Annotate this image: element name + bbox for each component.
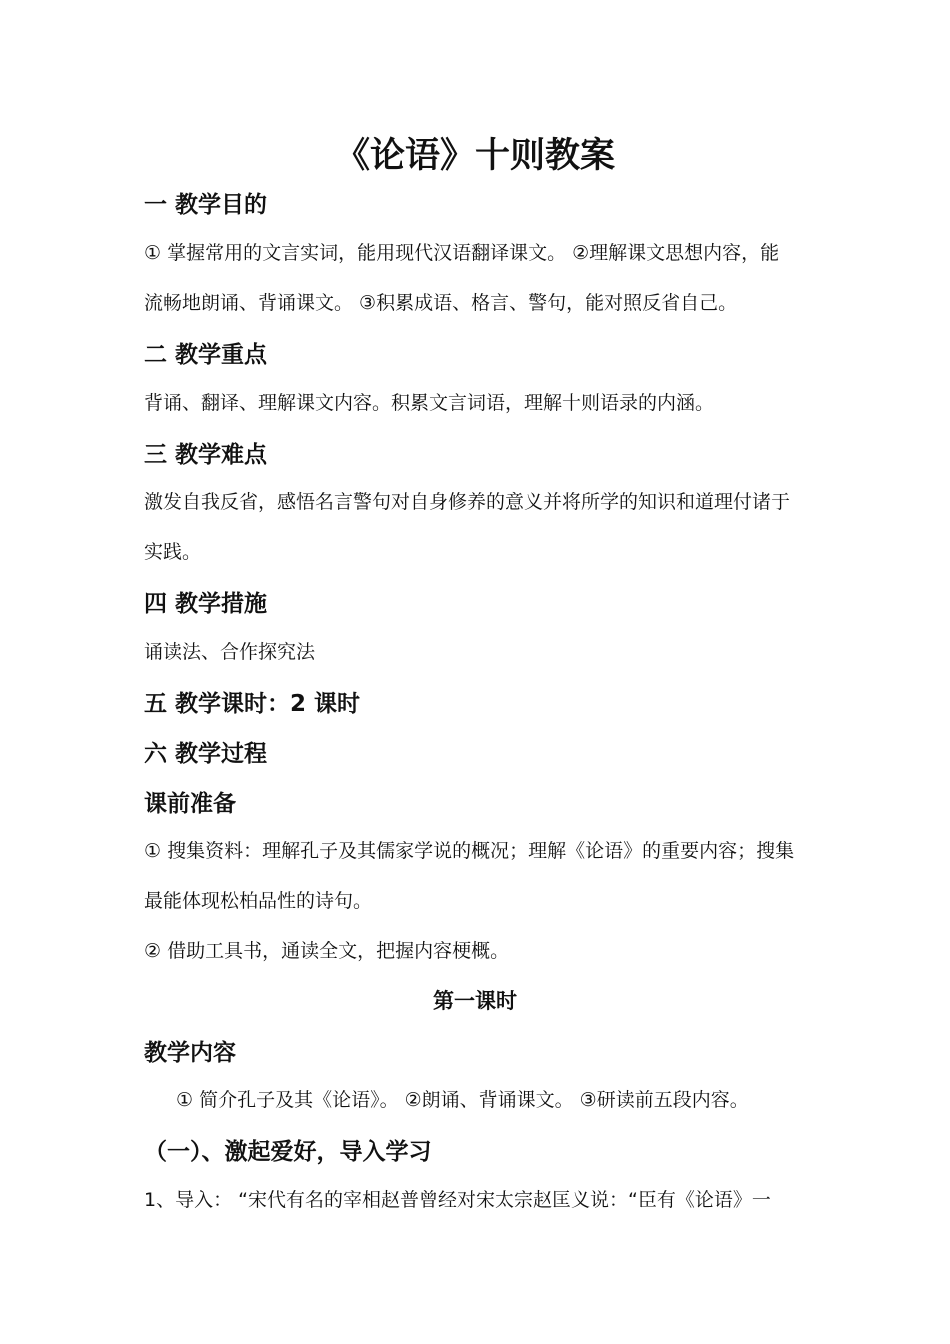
content-line: ① 简介孔子及其《论语》。 ②朗诵、背诵课文。 ③研读前五段内容。 [176, 1089, 749, 1111]
lesson-one-heading: 第一课时 [433, 989, 517, 1013]
section-heading-objectives: 一 教学目的 [144, 192, 268, 218]
objectives-line-2: 流畅地朗诵、背诵课文。 ③积累成语、格言、警句，能对照反省自己。 [144, 292, 738, 314]
preparation-line-1: ① 搜集资料：理解孔子及其儒家学说的概况；理解《论语》的重要内容；搜集 [144, 840, 795, 862]
subheading-part-one: （一）、激起爱好，导入学习 [144, 1139, 432, 1165]
preparation-line-3: ② 借助工具书，通读全文，把握内容梗概。 [144, 940, 510, 962]
preparation-line-2: 最能体现松柏品性的诗句。 [144, 890, 373, 912]
section-heading-class-hours: 五 教学课时：2 课时 [144, 691, 361, 717]
difficulties-line-2: 实践。 [144, 541, 202, 563]
section-heading-process: 六 教学过程 [144, 741, 268, 767]
objectives-line-1: ① 掌握常用的文言实词，能用现代汉语翻译课文。 ②理解课文思想内容，能 [144, 242, 780, 264]
document-title: 《论语》十则教案 [334, 136, 615, 176]
section-heading-methods: 四 教学措施 [144, 591, 268, 617]
methods-line-1: 诵读法、合作探究法 [144, 641, 316, 663]
key-points-line-1: 背诵、翻译、理解课文内容。积累文言词语，理解十则语录的内涵。 [144, 392, 715, 414]
section-heading-key-points: 二 教学重点 [144, 342, 268, 368]
subheading-content: 教学内容 [144, 1040, 236, 1066]
difficulties-line-1: 激发自我反省，感悟名言警句对自身修养的意义并将所学的知识和道理付诸于 [144, 491, 791, 513]
intro-line: 1、导入： “宋代有名的宰相赵普曾经对宋太宗赵匡义说：“臣有《论语》一 [144, 1189, 771, 1211]
section-heading-difficulties: 三 教学难点 [144, 442, 268, 468]
subheading-preparation: 课前准备 [144, 791, 236, 817]
